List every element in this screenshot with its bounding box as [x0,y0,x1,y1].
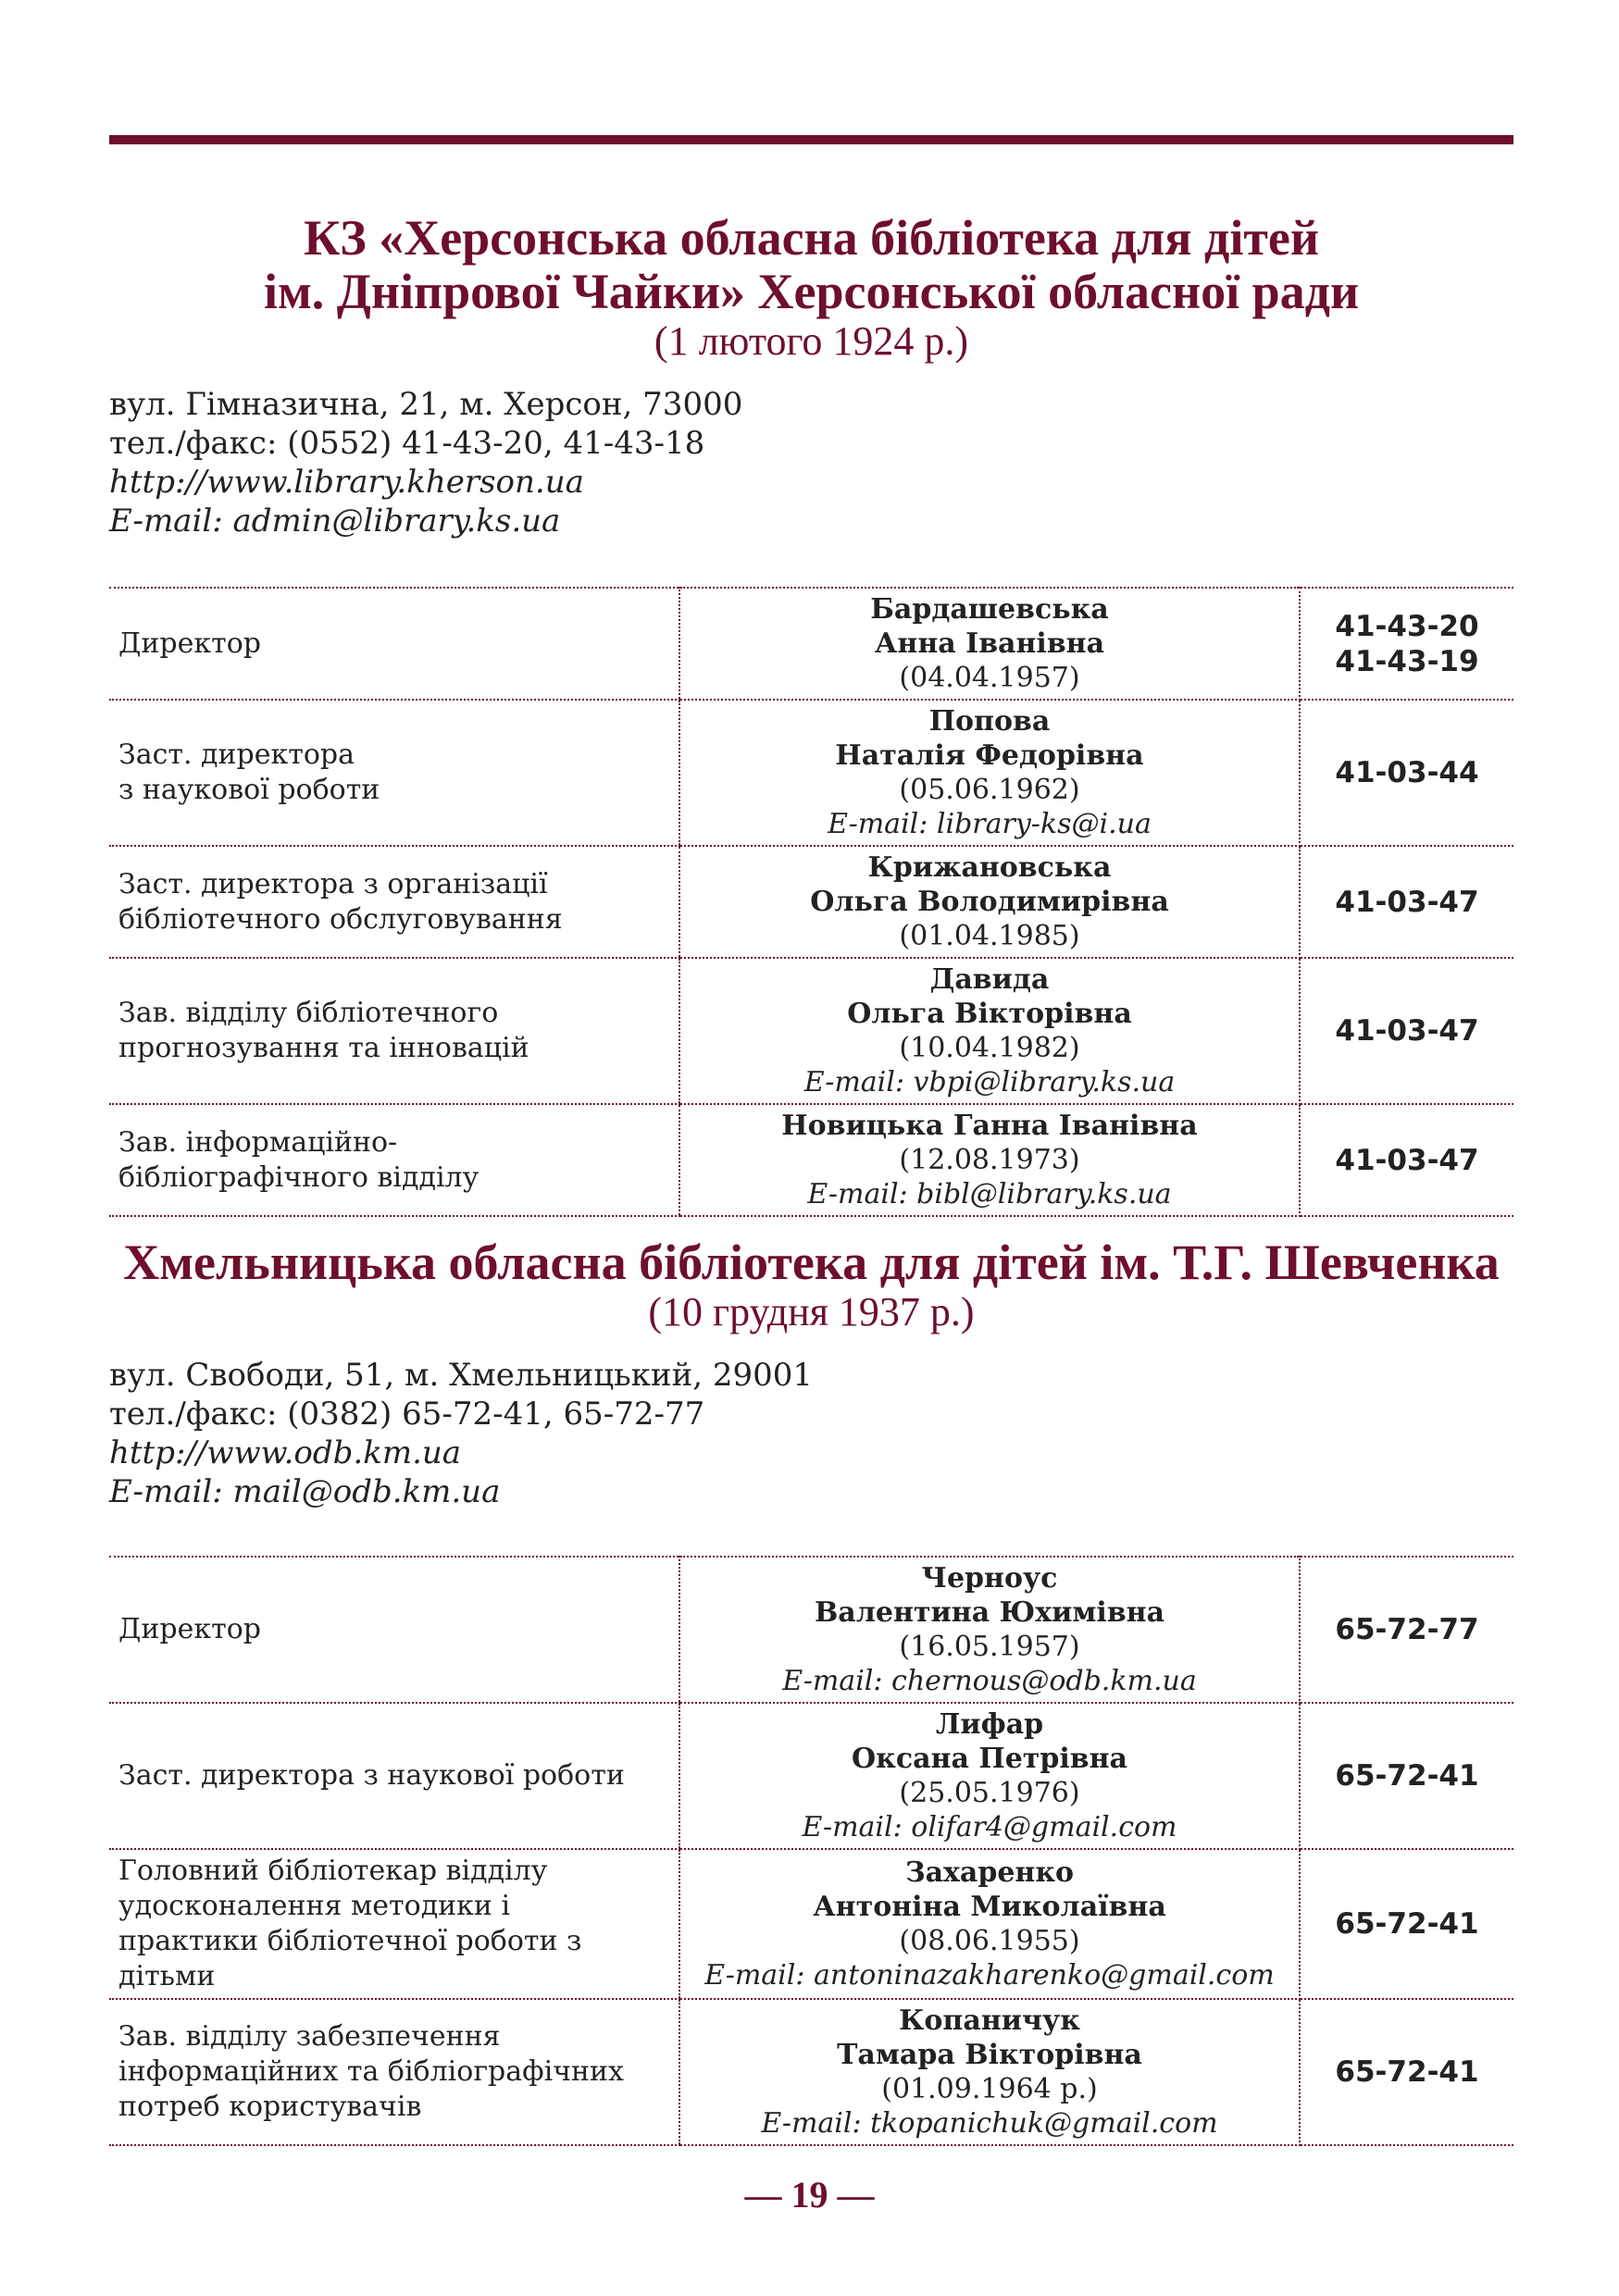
website: http://www.odb.km.ua [109,1434,462,1471]
person-email: E-mail: library-ks@i.ua [828,808,1152,840]
phone-cell [1300,846,1513,958]
phone-cell [1300,1557,1513,1703]
position-line: Заст. директора з організації [118,867,548,900]
phone-cell [1300,958,1513,1104]
person-email: E-mail: bibl@library.ks.ua [807,1178,1172,1210]
person-name: Бардашевська [870,593,1109,626]
title-line-2: ім. Дніпрової Чайки» Херсонської обласної ради [263,264,1360,319]
person-cell [679,1703,1300,1849]
person-name: Копаничук [899,2004,1080,2037]
section-khmelnytskyi [109,1235,1513,2146]
position-line: практики бібліотечної роботи з [118,1925,582,1957]
table-row [109,846,1513,958]
position-cell [109,958,679,1104]
birth-date: (25.05.1976) [899,1777,1080,1809]
person-name: Захаренко [904,1856,1075,1889]
person-name: Ольга Вікторівна [847,998,1132,1030]
person-cell [679,1999,1300,2145]
table-row [109,1849,1513,1999]
phone-number: 41-43-20 [1335,609,1479,643]
person-cell [679,1557,1300,1703]
person-email: E-mail: tkopanichuk@gmail.com [761,2107,1218,2140]
person-cell [679,588,1300,700]
birth-date: (01.04.1985) [899,920,1080,952]
person-name: Анна Іванівна [874,627,1105,660]
phone-fax: тел./факс: (0382) 65-72-41, 65-72-77 [109,1396,705,1433]
section-title [109,211,1513,318]
person-name: Антоніна Миколаївна [813,1891,1166,1923]
table-row [109,958,1513,1104]
person-name: Оксана Петрівна [852,1743,1127,1775]
person-name: Черноус [921,1562,1058,1595]
phone-number: 41-03-44 [1335,756,1479,789]
phone-number: 41-03-47 [1335,885,1479,919]
phone-cell [1300,700,1513,846]
phone-number: 65-72-77 [1335,1613,1479,1646]
birth-date: (04.04.1957) [899,662,1080,694]
person-email: E-mail: antoninazakharenko@gmail.com [704,1959,1275,1992]
phone-number: 65-72-41 [1335,2055,1479,2089]
phone-number: 65-72-41 [1335,1759,1479,1793]
position-line: удосконалення методики і [118,1890,511,1922]
phone-fax: тел./факс: (0552) 41-43-20, 41-43-18 [109,425,705,462]
person-cell [679,1849,1300,1999]
position-line: Зав. відділу бібліотечного [118,997,499,1029]
phone-cell [1300,1703,1513,1849]
birth-date: (10.04.1982) [899,1032,1080,1064]
birth-date: (01.09.1964 р.) [881,2073,1098,2105]
person-name: Ольга Володимирівна [810,886,1169,918]
birth-date: (08.06.1955) [899,1925,1080,1957]
position-line: прогнозування та інновацій [118,1032,529,1064]
person-name: Наталія Федорівна [835,739,1144,772]
table-row [109,588,1513,700]
person-name: Валентина Юхимівна [814,1596,1165,1629]
position-line: бібліотечного обслуговування [118,902,563,936]
table-row [109,1104,1513,1216]
address: вул. Свободи, 51, м. Хмельницький, 29001 [109,1357,814,1394]
email: E-mail: mail@odb.km.ua [109,1473,501,1510]
position-cell [109,700,679,846]
staff-table [109,587,1513,1217]
phone-cell [1300,1849,1513,1999]
staff-table-body [109,588,1513,1216]
position-line: Директор [118,1613,261,1645]
position-cell [109,1557,679,1703]
person-cell [679,1104,1300,1216]
table-row [109,700,1513,846]
position-line: інформаційних та бібліографічних [118,2055,624,2088]
person-email: E-mail: olifar4@gmail.com [802,1811,1177,1843]
position-cell [109,588,679,700]
position-line: бібліографічного відділу [118,1160,479,1194]
top-rule [109,135,1513,144]
person-email: E-mail: vbpi@library.ks.ua [803,1066,1176,1098]
person-name: Тамара Вікторівна [837,2039,1142,2071]
email: E-mail: admin@library.ks.ua [109,503,561,540]
position-line: Зав. відділу забезпечення [118,2020,501,2053]
person-name: Крижановська [867,851,1112,884]
person-cell [679,846,1300,958]
position-cell [109,1849,679,1999]
position-line: потреб користувачів [118,2091,422,2123]
position-line: Зав. інформаційно- [118,1125,398,1159]
section-title: Хмельницька обласна бібліотека для дітей ім. Т.Г. Шевченка [123,1235,1500,1290]
address: вул. Гімназична, 21, м. Херсон, 73000 [109,386,743,423]
position-cell [109,1999,679,2145]
phone-number: 41-43-19 [1335,644,1479,678]
phone-number: 41-03-47 [1335,1143,1479,1177]
position-cell [109,1703,679,1849]
position-line: Заст. директора з наукової роботи [118,1759,625,1792]
person-cell [679,700,1300,846]
phone-cell [1300,588,1513,700]
contact-info [109,385,1513,540]
section-kherson [109,211,1513,1217]
person-name: Новицька Ганна Іванівна [781,1110,1198,1142]
position-cell [109,1104,679,1216]
phone-cell [1300,1104,1513,1216]
phone-number: 65-72-41 [1335,1907,1479,1941]
page-number: — 19 — [744,2174,875,2215]
position-cell [109,846,679,958]
birth-date: (05.06.1962) [899,774,1080,806]
website: http://www.library.kherson.ua [109,464,584,501]
birth-date: (16.05.1957) [899,1631,1080,1663]
position-line: з наукової роботи [118,774,380,806]
founding-date: (1 лютого 1924 р.) [654,318,969,364]
position-line: дітьми [118,1960,216,1992]
position-line: Головний бібліотекар відділу [118,1855,548,1887]
table-row [109,1703,1513,1849]
position-line: Директор [118,627,261,660]
founding-date: (10 грудня 1937 р.) [648,1289,975,1334]
phone-number: 41-03-47 [1335,1014,1479,1048]
person-cell [679,958,1300,1104]
person-name: Попова [928,705,1051,738]
staff-table [109,1556,1513,2146]
phone-cell [1300,1999,1513,2145]
staff-table-body [109,1557,1513,2145]
person-name: Давида [929,963,1050,996]
title-line-1: КЗ «Херсонська обласна бібліотека для дітей [304,210,1319,266]
contact-info [109,1356,1513,1511]
birth-date: (12.08.1973) [899,1144,1080,1176]
person-name: Лифар [935,1708,1044,1741]
position-line: Заст. директора [118,738,355,771]
table-row [109,1557,1513,1703]
person-email: E-mail: chernous@odb.km.ua [782,1665,1197,1697]
table-row [109,1999,1513,2145]
